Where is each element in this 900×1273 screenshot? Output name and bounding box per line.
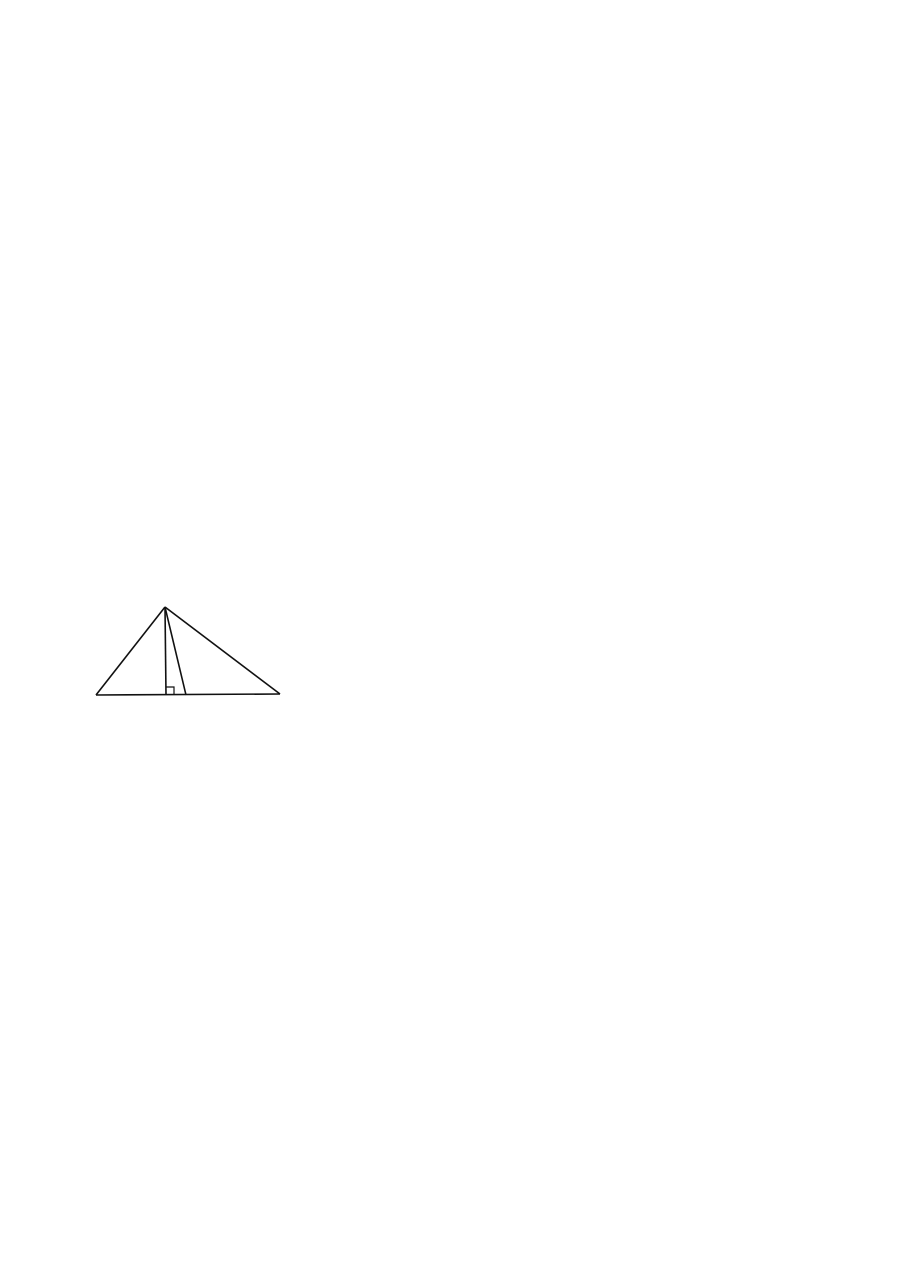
kaosheng-logo xyxy=(637,11,680,42)
question-8-triangle-figure xyxy=(84,583,319,731)
figure-base-bc xyxy=(96,694,280,695)
figure-altitude-ad xyxy=(165,607,166,695)
figure-side-ba xyxy=(96,607,165,695)
kaosheng-watermark-icon xyxy=(701,1197,759,1267)
kaosheng-logo-icon xyxy=(637,11,663,42)
kaosheng-watermark xyxy=(701,1189,767,1267)
